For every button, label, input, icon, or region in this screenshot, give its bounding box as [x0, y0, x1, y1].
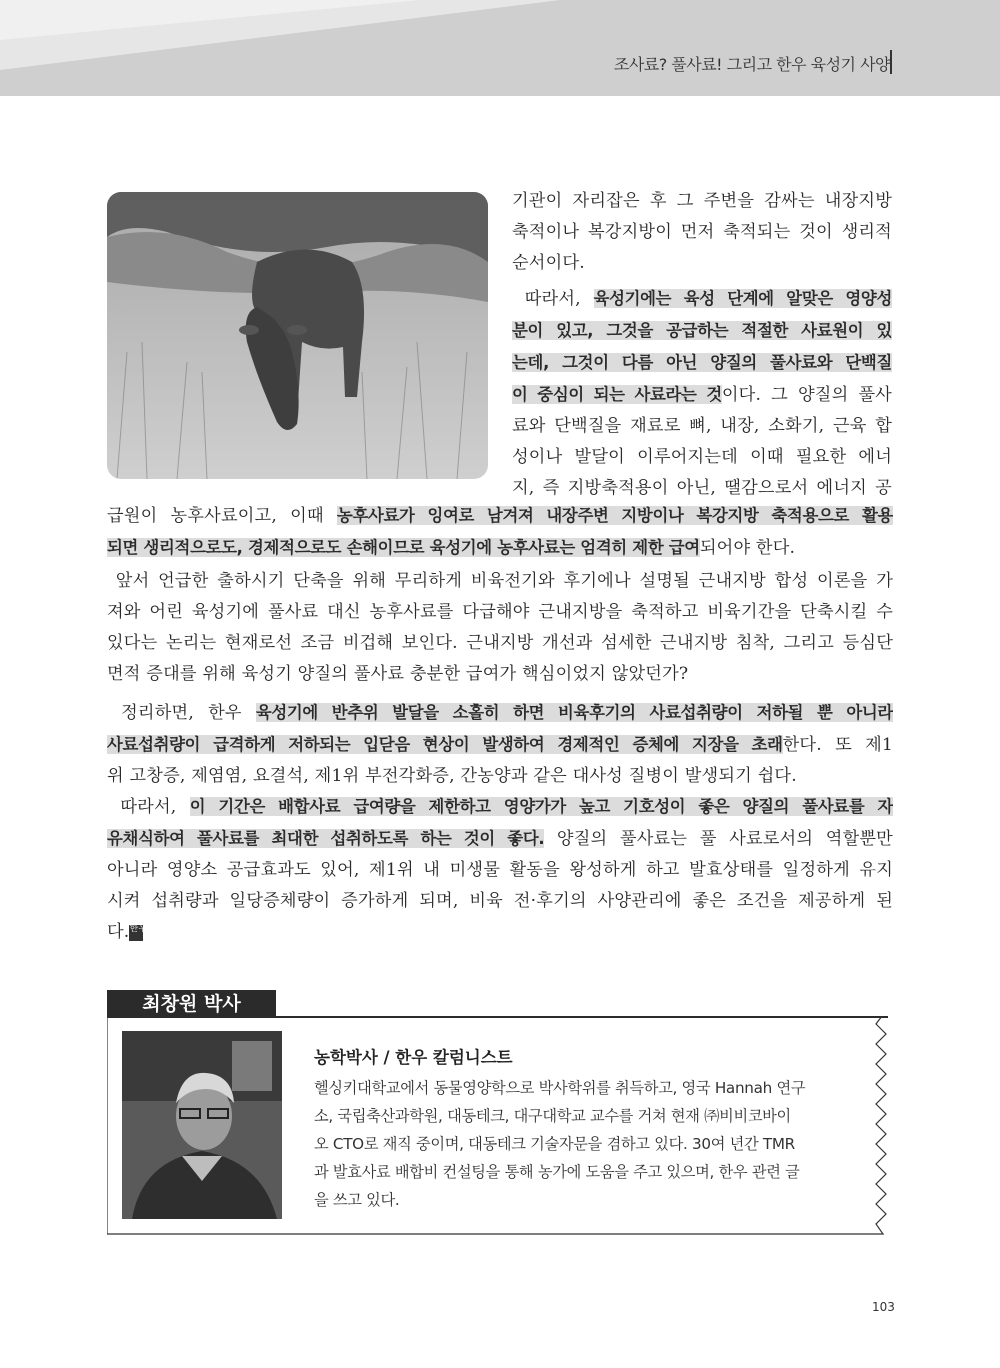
- text-line: 성이나 발달이 이루어지는데 이때 필요한 에너: [512, 447, 892, 467]
- highlighted-text: 되면 생리적으로도, 경제적으로도 손해이므로 육성기에 농후사료는 엄격히 제한 급여: [107, 538, 700, 557]
- text-line: 기관이 자리잡은 후 그 주변을 감싸는 내장지방: [512, 191, 892, 211]
- text-run: 따라서,: [120, 797, 177, 817]
- author-portrait-photo: [122, 1031, 282, 1219]
- text-line: 순서이다.: [512, 253, 585, 273]
- text-line: [107, 823, 893, 855]
- highlighted-text: 이 기간은 배합사료 급여량을 제한하고 영양가가 높고 기호성이 좋은 양질의 풀사료를 자: [189, 797, 893, 816]
- highlighted-text: 농후사료가 잉여로 남겨져 내장주변 지방이나 복강지방 축적용으로 활용: [336, 506, 893, 525]
- highlighted-text: 육성기에는 육성 단계에 알맞은 영양성: [593, 289, 892, 308]
- text-line: [107, 917, 893, 948]
- header-divider: [890, 50, 892, 74]
- bio-line: 을 쓰고 있다.: [314, 1191, 400, 1209]
- text-run: 한다. 또 제1: [782, 735, 893, 755]
- text-line: 면적 증대를 위해 육성기 양질의 풀사료 충분한 급여가 핵심이었지 않았던가?: [107, 664, 689, 684]
- text-line: 지, 즉 지방축적용이 아닌, 땔감으로서 에너지 공: [512, 478, 892, 498]
- text-line: [512, 379, 892, 411]
- paragraph-4: [107, 697, 893, 792]
- text-line: [107, 500, 893, 532]
- text-line: 아니라 영양소 공급효과도 있어, 제1위 내 미생물 활동을 왕성하게 하고 발효상태를 일정하게 유지: [107, 860, 893, 880]
- text-line: [107, 566, 893, 597]
- text-line: 료와 단백질을 재료로 뼈, 내장, 소화기, 근육 합: [512, 416, 892, 436]
- bio-line: 과 발효사료 배합비 컨설팅을 통해 농가에 도움을 주고 있으며, 한우 관련 글: [314, 1163, 800, 1181]
- text-line: [512, 283, 892, 315]
- bio-line: 헬싱키대학교에서 동물영양학으로 박사학위를 취득하고, 영국 Hannah 연구: [314, 1079, 806, 1097]
- paragraph-2-full: [107, 500, 893, 564]
- text-line: [107, 532, 893, 564]
- text-line: 축적이나 복강지방이 먼저 축적되는 것이 생리적: [512, 222, 892, 242]
- text-line: [107, 697, 893, 729]
- bio-line: 오 CTO로 재직 중이며, 대동테크 기술자문을 겸하고 있다. 30여 년간 TMR: [314, 1135, 795, 1153]
- cow-grazing-photo: [107, 192, 488, 479]
- highlighted-text: 육성기에 반추위 발달을 소홀히 하면 비육후기의 사료섭취량이 저하될 뿐 아니라: [255, 703, 893, 722]
- paragraph-1: [512, 186, 892, 279]
- text-run: 양질의 풀사료는 풀 사료로서의 역할뿐만: [544, 829, 893, 849]
- paragraph-5: [107, 791, 893, 948]
- highlighted-text: 사료섭취량이 급격하게 저하되는 입닫음 현상이 발생하여 경제적인 증체에 지장을 초래: [107, 735, 783, 754]
- page-header: [0, 0, 1000, 96]
- bio-line: 소, 국립축산과학원, 대동테크, 대구대학교 교수를 거쳐 현재 ㈜비비코바이: [314, 1107, 791, 1125]
- highlighted-text: 는데, 그것이 다름 아닌 양질의 풀사료와 단백질: [512, 353, 892, 372]
- highlighted-text: 유채식하여 풀사료를 최대한 섭취하도록 하는 것이 좋다.: [107, 829, 545, 848]
- highlighted-text: 이 중심이 되는 사료라는 것: [512, 385, 722, 404]
- text-line: [512, 315, 892, 347]
- author-name-tab: 최창원 박사: [107, 990, 276, 1018]
- text-run: 되어야 한다.: [699, 538, 796, 558]
- text-run: 앞서 언급한 출하시기 단축을 위해 무리하게 비육전기와 후기에나 설명될 근내지방 합성 이론을 가: [115, 571, 893, 591]
- text-line: [512, 347, 892, 379]
- text-run: 이다. 그 양질의 풀사: [721, 385, 892, 405]
- highlighted-text: 분이 있고, 그것을 공급하는 적절한 사료원이 있: [512, 321, 892, 340]
- text-line: [107, 791, 893, 823]
- author-role: 농학박사 / 한우 칼럼니스트: [314, 1048, 513, 1067]
- text-line: 위 고창증, 제염염, 요결석, 제1위 부전각화증, 간농양과 같은 대사성 질병이 발생되기 쉽다.: [107, 766, 797, 786]
- paragraph-3: [107, 566, 893, 690]
- text-line: 시켜 섭취량과 일당증체량이 증가하게 되며, 비육 전·후기의 사양관리에 좋은 조건을 제공하게 된: [107, 891, 893, 911]
- header-decoration: [0, 0, 1000, 96]
- author-bio: [314, 1074, 858, 1214]
- text-run: 정리하면, 한우: [121, 703, 242, 723]
- text-line: 있다는 논리는 현재로선 조금 비겁해 보인다. 근내지방 개선과 섬세한 근내지방 침착, 그리고 등심단: [107, 633, 893, 653]
- text-run: 다.: [107, 922, 130, 942]
- paragraph-2-right: [512, 283, 892, 504]
- text-line: 져와 어린 육성기에 풀사료 대신 농후사료를 다급해야 근내지방을 축적하고 비육기간을 단축시킬 수: [107, 602, 893, 622]
- page-number: 103: [872, 1300, 895, 1314]
- text-run: 급원이 농후사료이고, 이때: [107, 506, 324, 526]
- text-run: 따라서,: [524, 289, 581, 309]
- text-line: [107, 729, 893, 761]
- article-end-mark: 한우: [129, 925, 143, 941]
- running-header-title: 조사료? 풀사료! 그리고 한우 육성기 사양: [613, 55, 890, 74]
